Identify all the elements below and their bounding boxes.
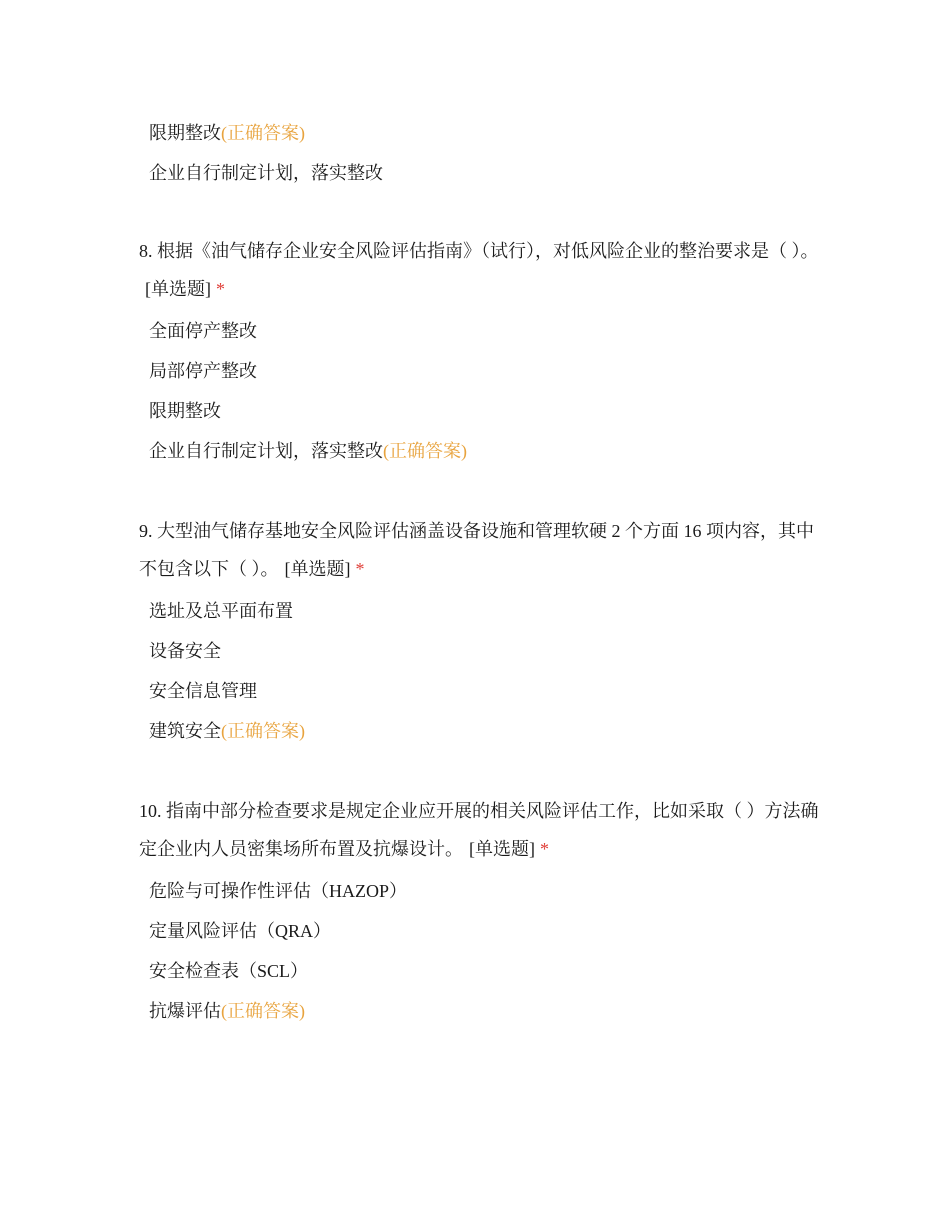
question-type: [单选题] — [469, 839, 535, 859]
option-text: 限期整改 — [149, 401, 221, 421]
option-item[interactable] — [149, 436, 819, 476]
option-text: 建筑安全 — [149, 721, 221, 741]
options-list — [139, 316, 819, 476]
options-list — [139, 596, 819, 756]
question-10 — [139, 792, 819, 1036]
option-text: 全面停产整改 — [149, 321, 257, 341]
question-text — [139, 512, 819, 588]
option-text: 安全信息管理 — [149, 681, 257, 701]
option-text: 选址及总平面布置 — [149, 601, 293, 621]
option-item[interactable] — [149, 596, 819, 636]
option-text: 企业自行制定计划，落实整改 — [149, 163, 383, 183]
question-text — [139, 232, 819, 308]
option-item[interactable] — [149, 916, 819, 956]
question-stem: 10. 指南中部分检查要求是规定企业应开展的相关风险评估工作，比如采取（ ）方法确定企业内人员密集场所布置及抗爆设计。 — [139, 801, 819, 859]
option-text: 定量风险评估（QRA） — [149, 921, 332, 941]
option-item[interactable] — [149, 956, 819, 996]
option-item[interactable] — [149, 636, 819, 676]
correct-answer-tag: (正确答案) — [221, 1001, 305, 1021]
option-item[interactable] — [149, 396, 819, 436]
question-stem: 9. 大型油气储存基地安全风险评估涵盖设备设施和管理软硬 2 个方面 16 项内容，其中不包含以下（ ）。 — [139, 521, 814, 579]
option-item[interactable] — [149, 118, 829, 158]
correct-answer-tag: (正确答案) — [221, 123, 305, 143]
option-item[interactable] — [149, 676, 819, 716]
question-text — [139, 792, 819, 868]
question-9 — [139, 512, 819, 756]
option-item[interactable] — [149, 316, 819, 356]
option-text: 危险与可操作性评估（HAZOP） — [149, 881, 408, 901]
question-stem: 8. 根据《油气储存企业安全风险评估指南》（试行），对低风险企业的整治要求是（ ）。 — [139, 241, 819, 261]
option-item[interactable] — [149, 876, 819, 916]
option-item[interactable] — [149, 356, 819, 396]
option-text: 限期整改 — [149, 123, 221, 143]
question-type: [单选题] — [284, 559, 351, 579]
options-list — [149, 118, 829, 198]
option-item[interactable] — [149, 716, 819, 756]
question-type: [单选题] — [145, 279, 211, 299]
options-list — [139, 876, 819, 1036]
option-item[interactable] — [149, 996, 819, 1036]
previous-question-options — [149, 118, 829, 198]
option-text: 抗爆评估 — [149, 1001, 221, 1021]
option-text: 设备安全 — [149, 641, 221, 661]
required-mark: * — [540, 839, 549, 859]
correct-answer-tag: (正确答案) — [221, 721, 305, 741]
required-mark: * — [216, 279, 225, 299]
option-text: 局部停产整改 — [149, 361, 257, 381]
question-8 — [139, 232, 819, 476]
option-text: 安全检查表（SCL） — [149, 961, 309, 981]
option-item[interactable] — [149, 158, 829, 198]
correct-answer-tag: (正确答案) — [383, 441, 467, 461]
option-text: 企业自行制定计划，落实整改 — [149, 441, 383, 461]
required-mark: * — [355, 559, 365, 579]
